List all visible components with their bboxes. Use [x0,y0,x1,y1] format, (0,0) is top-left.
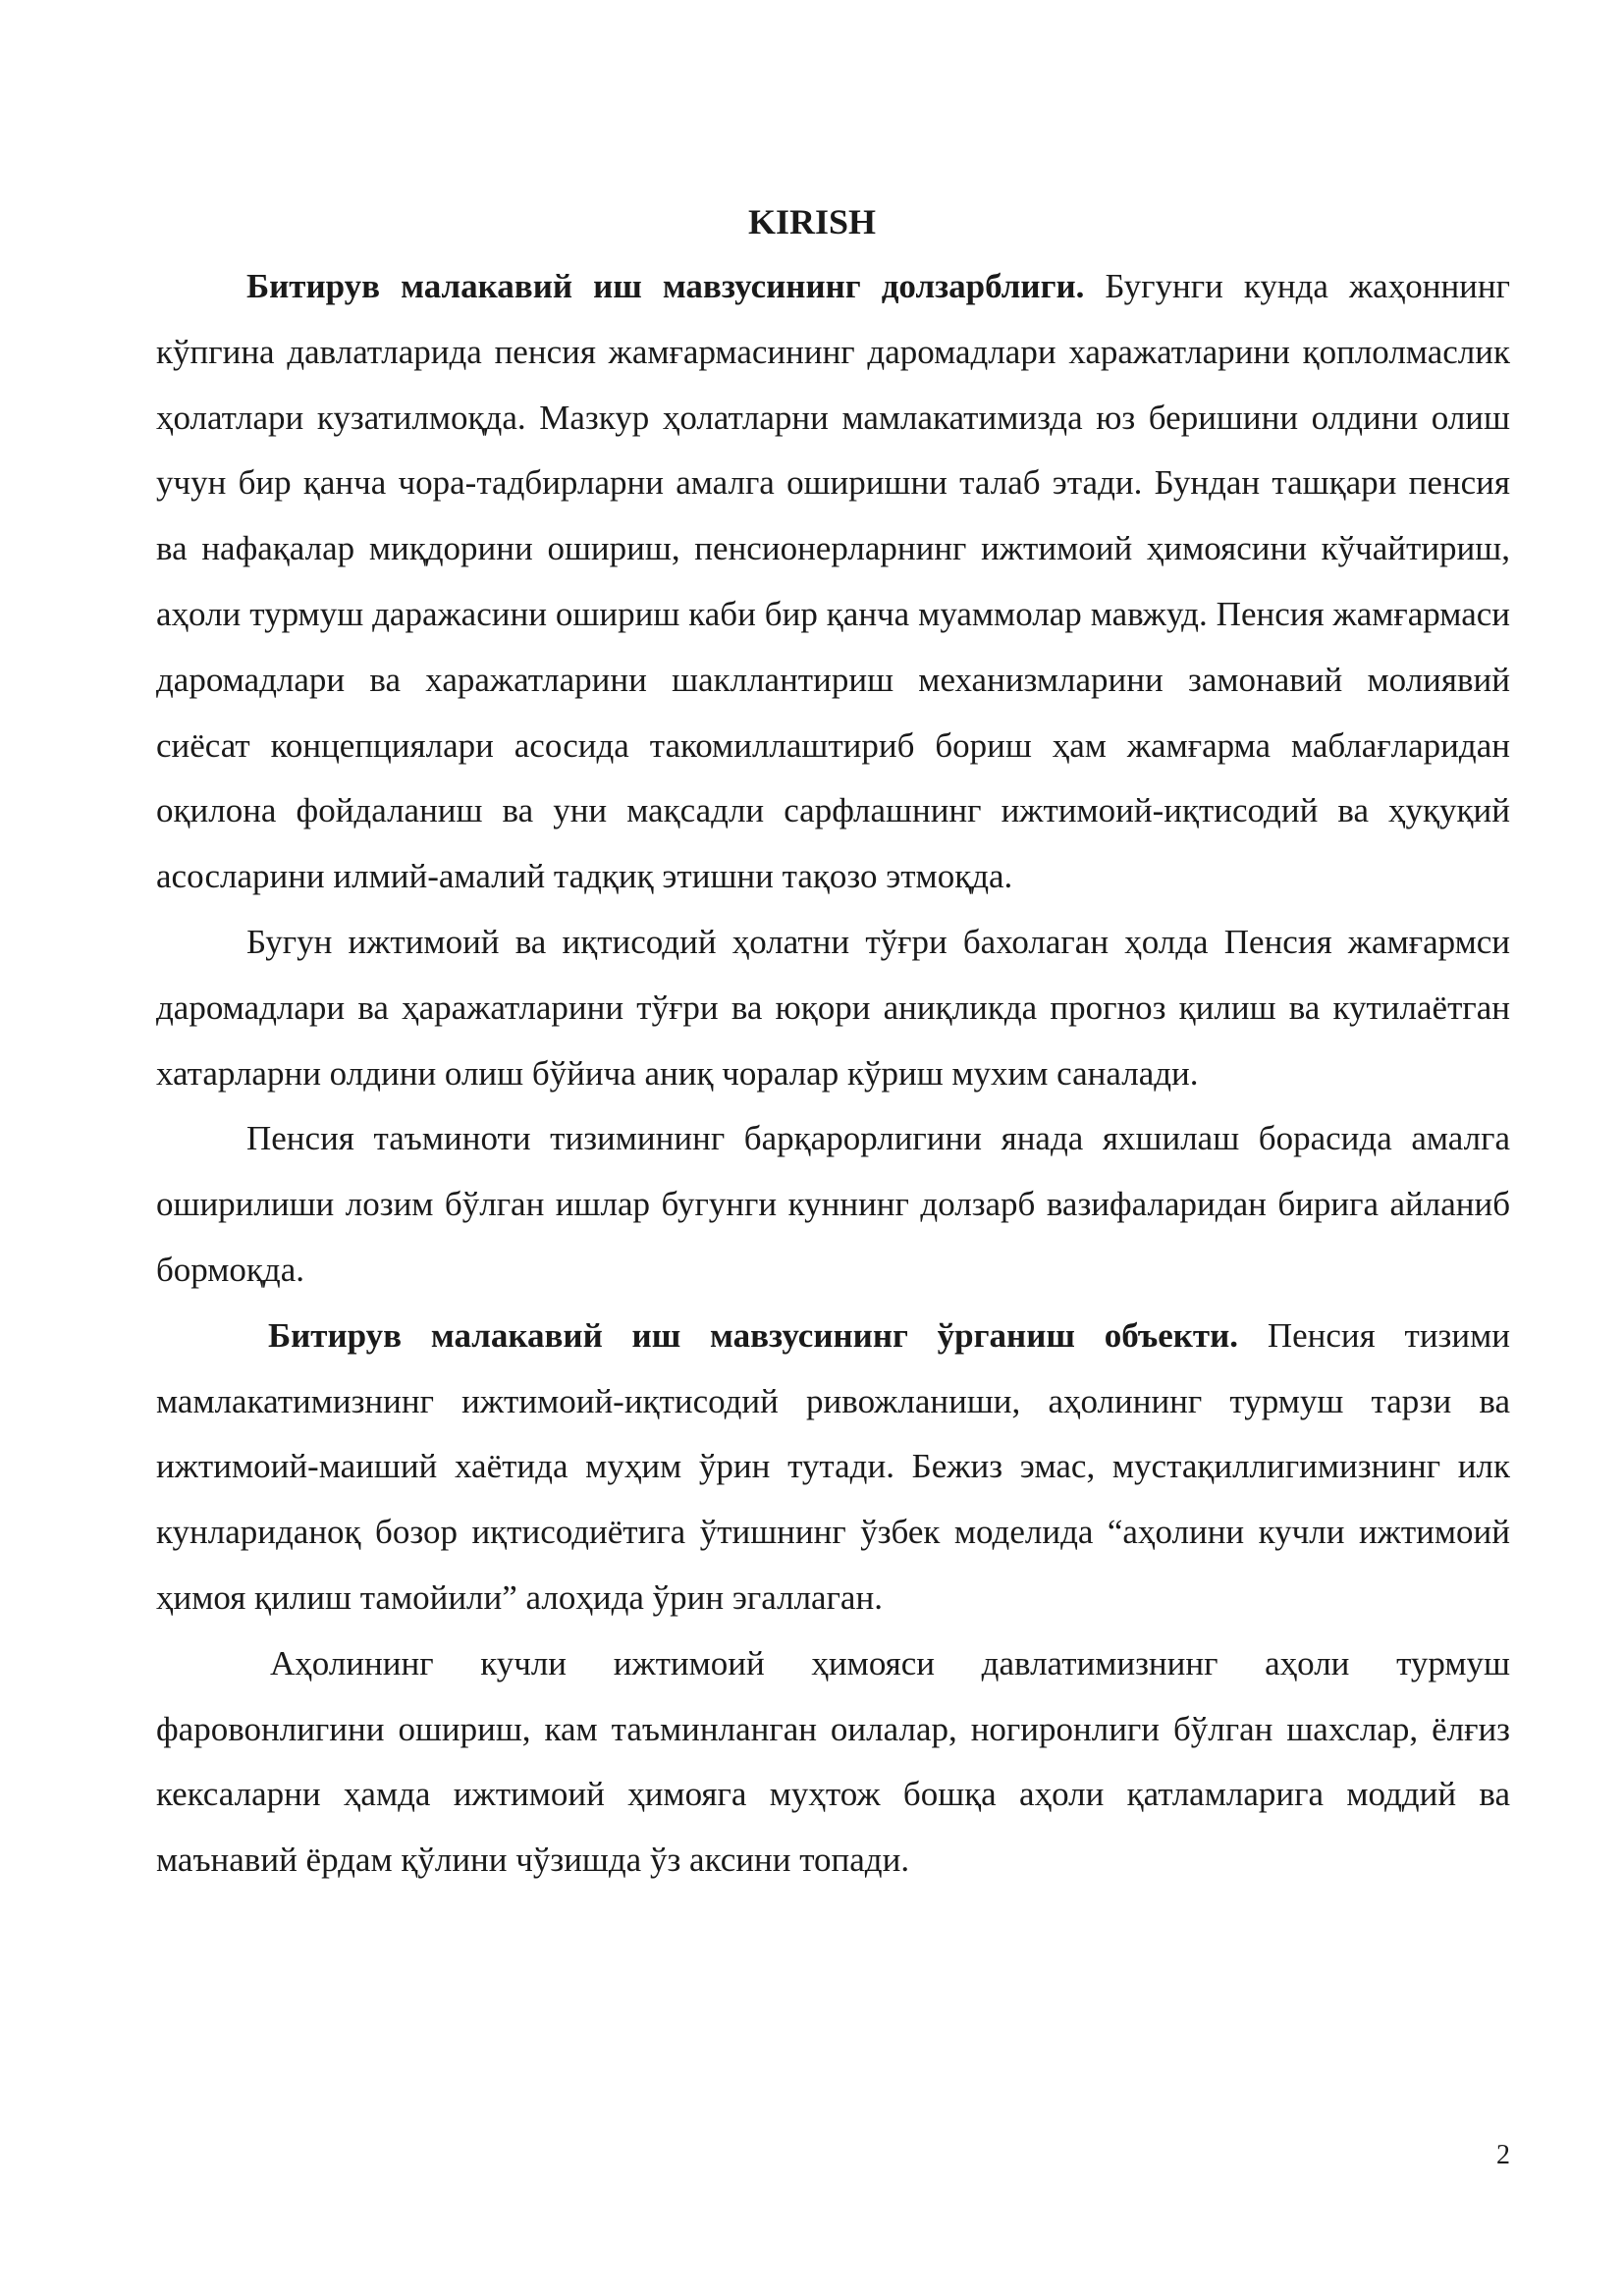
paragraph-object [156,1304,1510,1631]
document-body [156,254,1510,1894]
page-title: KIRISH [747,202,877,241]
paragraph-text: Аҳолининг кучли ижтимоий ҳимояси давлатимизнинг аҳоли турмуш фаровонлигини ошириш, кам таъминланган оилалар, ногиронлиги бўлган шахслар, ёлғиз кексаларни ҳамда ижтимоий ҳимояга муҳтож бошқа аҳоли қатламларига моддий ва маънавий ёрдам қўлини чўзишда ўз аксини топади. [156,1643,1510,1880]
paragraph-forecast [156,910,1510,1106]
paragraph-social-protection [156,1631,1510,1894]
paragraph-stability [156,1106,1510,1303]
paragraph-lead-heading: Битирув малакавий иш мавзусининг ўрганиш объекти. [268,1315,1239,1355]
page-number: 2 [1496,2140,1510,2170]
paragraph-text: Бугун ижтимоий ва иқтисодий ҳолатни тўғри бахолаган ҳолда Пенсия жамғармси даромадлари ва ҳаражатларини тўғри ва юқори аниқликда прогноз қилиш ва кутилаётган хатарларни олдини олиш бўйича аниқ чоралар кўриш мухим саналади. [156,922,1510,1093]
paragraph-relevance [156,254,1510,910]
paragraph-text: Пенсия тизими мамлакатимизнинг ижтимоий-иқтисодий ривожланиши, аҳолининг турмуш тарзи ва ижтимоий-маиший хаётида муҳим ўрин тутади. Бежиз эмас, мустақиллигимизнинг илк кунлариданоқ бозор иқтисодиётига ўтишнинг ўзбек моделида “аҳолини кучли ижтимоий ҳимоя қилиш тамойили” алоҳида ўрин эгаллаган. [156,1315,1510,1617]
paragraph-lead-heading: Битирув малакавий иш мавзусининг долзарблиги. [246,267,1085,305]
paragraph-text: Пенсия таъминоти тизимининг барқарорлигини янада яхшилаш борасида амалга оширилиши лозим бўлган ишлар бугунги куннинг долзарб вазифаларидан бирига айланиб бормоқда. [156,1119,1510,1289]
paragraph-text: Бугунги кунда жаҳоннинг кўпгина давлатларида пенсия жамғармасининг даромадлари харажатларини қоплолмаслик ҳолатлари кузатилмоқда. Мазкур ҳолатларни мамлакатимизда юз беришини олдини олиш учун бир қанча чора-тадбирларни амалга оширишни талаб этади. Бундан ташқари пенсия ва нафақалар миқдорини ошириш, пенсионерларнинг ижтимоий ҳимоясини кўчайтириш, аҳоли турмуш даражасини ошириш каби бир қанча муаммолар мавжуд. Пенсия жамғармаси даромадлари ва харажатларини шакллантириш механизмларини замонавий молиявий сиёсат концепциялари асосида такомиллаштириб бориш ҳам жамғарма маблағларидан оқилона фойдаланиш ва уни мақсадли сарфлашнинг ижтимоий-иқтисодий ва ҳуқуқий асосларини илмий-амалий тадқиқ этишни тақозо этмоқда. [156,267,1510,896]
